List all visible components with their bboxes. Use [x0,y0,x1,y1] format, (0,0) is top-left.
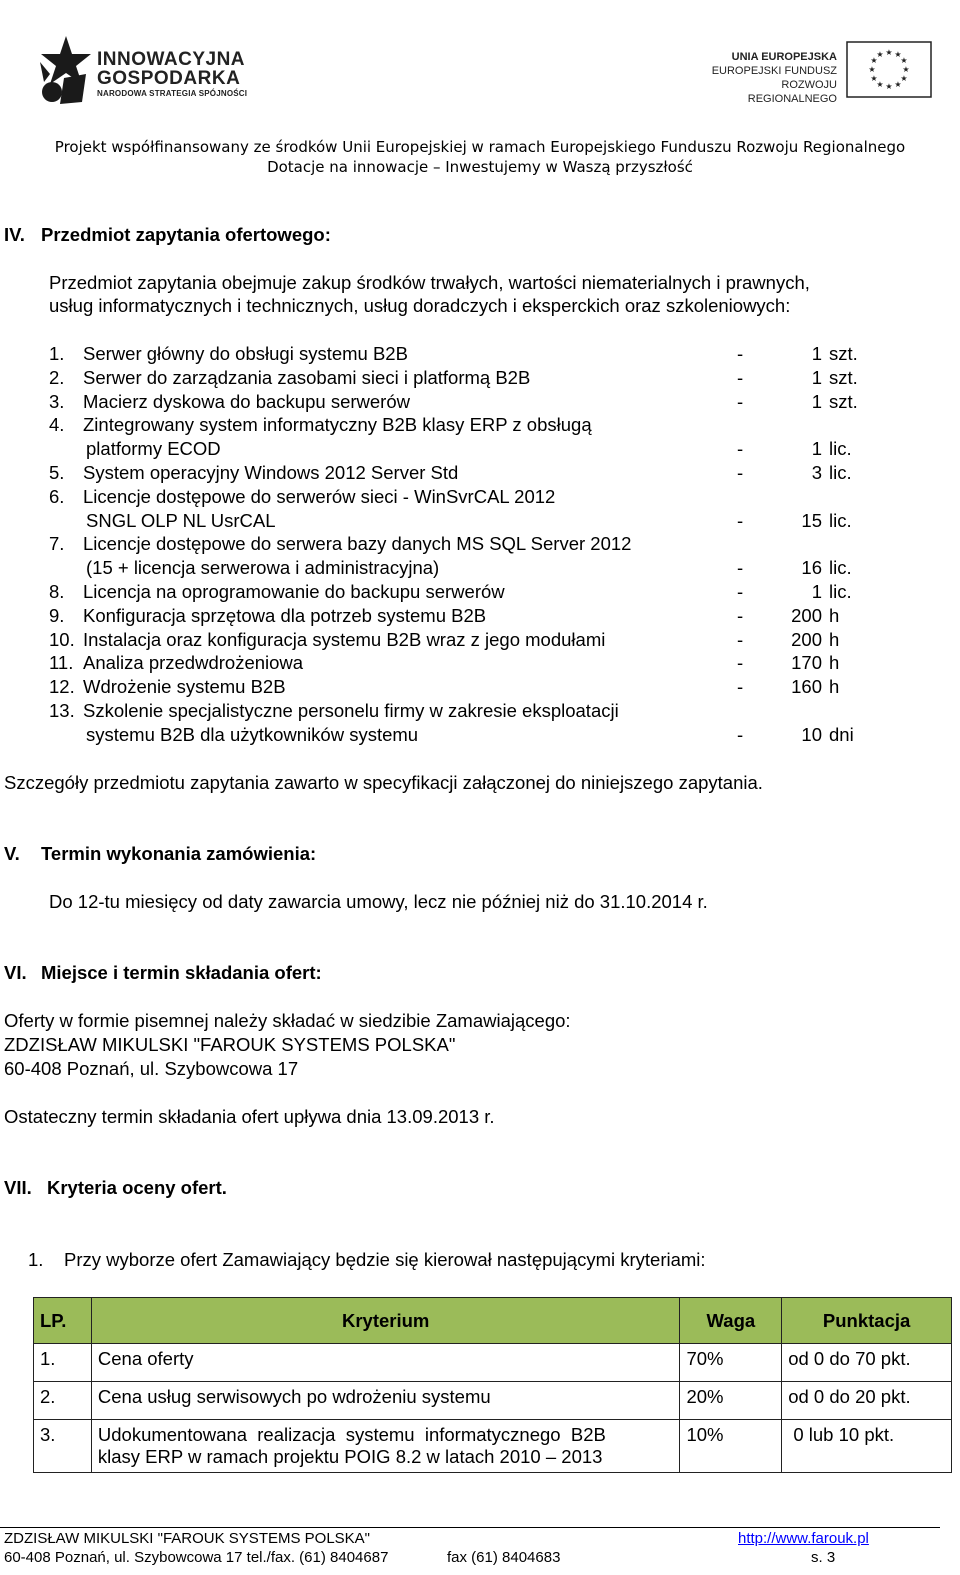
row-criterion [91,1382,680,1420]
item-number: 12. [49,676,75,698]
section4-intro-line1: Przedmiot zapytania obejmuje zakup środków trwałych, wartości niematerialnych i prawnych, [49,272,810,293]
section6-deadline: Ostateczny termin składania ofert upływa dnia 13.09.2013 r. [4,1106,495,1127]
row-weight-text: 70% [686,1348,724,1369]
item-description: Macierz dyskowa do backupu serwerów [83,390,410,412]
section7-point-text: Przy wyborze ofert Zamawiający będzie się kierował następującymi kryteriami: [64,1249,706,1270]
item-description: System operacyjny Windows 2012 Server Std [83,462,459,483]
footer-fax: fax (61) 8404683 [447,1549,561,1566]
item-number: 10. [49,628,75,650]
item-number: 9. [49,604,65,626]
logo-left-subtitle: NARODOWA STRATEGIA SPÓJNOŚCI [97,89,248,98]
item-dash: - [737,604,744,626]
row-lp-text: 1. [40,1348,56,1369]
item-quantity: 16 [801,557,822,579]
criteria-table-header [34,1298,952,1344]
row-criterion-cont: klasy ERP w ramach projektu POIG 8.2 w latach 2010 – 2013 [97,1446,603,1467]
row-lp [34,1382,92,1420]
svg-text:★: ★ [868,65,876,74]
row-weight [680,1344,782,1382]
item-number: 5. [49,462,65,483]
svg-text:★: ★ [876,50,884,59]
row-points [782,1382,952,1420]
item-quantity: 1 [811,438,822,460]
item-quantity: 160 [791,676,822,698]
eu-flag-icon [846,41,932,98]
footer-website-link[interactable]: http://www.farouk.pl [738,1530,869,1547]
section7-title: Kryteria oceny ofert. [47,1177,227,1198]
item-quantity: 10 [801,723,822,745]
header-waga: Waga [680,1298,782,1344]
section6-number: VI. [4,962,27,983]
item-number: 1. [49,343,65,364]
svg-text:★: ★ [894,80,902,89]
row-lp [34,1344,92,1382]
item-quantity: 1 [811,366,822,388]
row-weight-text: 20% [686,1386,724,1407]
section4-intro-line2: usług informatycznych i technicznych, usług doradczych i eksperckich oraz szkoleniowych: [49,295,791,316]
row-criterion-text: Cena usług serwisowych po wdrożeniu systemu [97,1386,491,1407]
item-description: Analiza przedwdrożeniowa [83,652,304,674]
item-description: Zintegrowany system informatyczny B2B klasy ERP z obsługą [83,414,592,436]
item-number: 8. [49,581,65,602]
item-quantity: 200 [791,604,822,626]
item-number: 13. [49,700,75,721]
row-points-text: od 0 do 70 pkt. [788,1348,911,1369]
svg-text:★: ★ [900,74,908,83]
row-criterion [91,1344,680,1382]
item-description: Szkolenie specjalistyczne personelu firmy w zakresie eksploatacji [83,700,619,721]
item-dash: - [737,628,744,650]
row-points-text: 0 lub 10 pkt. [788,1424,895,1445]
item-quantity: 200 [791,628,822,650]
svg-text:★: ★ [885,48,893,57]
section7-point-number: 1. [28,1249,44,1270]
item-dash: - [737,723,744,745]
item-description-cont: SNGL OLP NL UsrCAL [86,509,276,531]
logo-left-title [97,50,245,88]
item-unit: szt. [829,390,858,412]
item-description: Licencja na oprogramowanie do backupu serwerów [83,581,505,602]
row-criterion [91,1420,680,1473]
item-description: Licencje dostępowe do serwera bazy danych MS SQL Server 2012 [83,533,632,555]
row-lp [34,1420,92,1473]
item-unit: szt. [829,343,858,364]
section5-title: Termin wykonania zamówienia: [41,843,317,864]
item-number: 4. [49,414,65,436]
item-unit: lic. [829,581,852,602]
item-description: Wdrożenie systemu B2B [83,676,286,698]
row-criterion-text: Cena oferty [97,1348,194,1369]
item-unit: h [829,604,840,626]
svg-text:★: ★ [894,50,902,59]
svg-text:★: ★ [885,82,893,91]
item-unit: lic. [829,557,852,579]
item-number: 7. [49,533,65,555]
item-description: Konfiguracja sprzętowa dla potrzeb systemu B2B [83,604,487,626]
item-quantity: 1 [811,581,822,602]
eu-logo-text [690,50,837,106]
svg-text:★: ★ [900,56,908,65]
header-project-line: Projekt współfinansowany ze środków Unii Europejskiej w ramach Europejskiego Funduszu Rozwoju Regionalnego [54,138,906,156]
row-points [782,1344,952,1382]
svg-text:★: ★ [870,74,878,83]
row-points-text: od 0 do 20 pkt. [788,1386,911,1407]
row-weight-text: 10% [686,1424,724,1445]
section4-details: Szczegóły przedmiotu zapytania zawarto w specyfikacji załączonej do niniejszego zapytania. [4,772,763,793]
item-dash: - [737,509,744,531]
row-points [782,1420,952,1473]
item-dash: - [737,652,744,674]
item-dash: - [737,438,744,460]
section6-company: ZDZISŁAW MIKULSKI "FAROUK SYSTEMS POLSKA" [4,1034,456,1055]
item-dash: - [737,343,744,364]
svg-text:★: ★ [876,80,884,89]
item-quantity: 170 [791,652,822,674]
header-lp: LP. [34,1298,92,1344]
row-weight [680,1382,782,1420]
item-quantity: 15 [801,509,822,531]
item-unit: h [829,628,840,650]
row-criterion-text: Udokumentowana realizacja systemu informatycznego B2B [97,1424,606,1445]
section6-line1: Oferty w formie pisemnej należy składać w siedzibie Zamawiającego: [4,1010,571,1031]
criteria-table [33,1297,952,1473]
item-quantity: 1 [811,343,822,364]
logo-left-line2: GOSPODARKA [97,68,241,89]
header-punktacja: Punktacja [782,1298,952,1344]
item-unit: lic. [829,509,852,531]
eu-line2: EUROPEJSKI FUNDUSZ [711,65,837,77]
item-number: 2. [49,366,65,388]
row-lp-text: 3. [40,1424,56,1445]
item-unit: szt. [829,366,858,388]
item-dash: - [737,390,744,412]
item-unit: dni [829,723,854,745]
criteria-row [34,1344,952,1382]
footer-company: ZDZISŁAW MIKULSKI "FAROUK SYSTEMS POLSKA" [4,1530,371,1547]
item-dash: - [737,581,744,602]
item-dash: - [737,462,744,483]
section5-number: V. [4,843,20,864]
eu-line3: ROZWOJU REGIONALNEGO [747,79,837,105]
item-dash: - [737,366,744,388]
item-description: Instalacja oraz konfiguracja systemu B2B wraz z jego modułami [83,628,606,650]
criteria-row [34,1382,952,1420]
innowacyjna-gospodarka-logo [36,34,96,106]
row-lp-text: 2. [40,1386,56,1407]
item-description-cont: platformy ECOD [86,438,221,460]
logo-left-line1: INNOWACYJNA [97,49,246,70]
eu-line1: UNIA EUROPEJSKA [731,51,837,63]
row-weight [680,1420,782,1473]
item-quantity: 1 [811,390,822,412]
item-unit: lic. [829,462,852,483]
item-number: 3. [49,390,65,412]
footer-page-number: s. 3 [811,1549,836,1566]
section6-address: 60-408 Poznań, ul. Szybowcowa 17 [4,1058,299,1079]
section7-number: VII. [4,1177,32,1198]
item-unit: h [829,676,840,698]
item-description-cont: (15 + licencja serwerowa i administracyjna) [86,557,440,579]
footer-address: 60-408 Poznań, ul. Szybowcowa 17 tel./fax. (61) 8404687 [4,1549,389,1566]
header-slogan-line: Dotacje na innowacje – Inwestujemy w Waszą przyszłość [267,158,693,176]
item-number: 6. [49,485,65,507]
item-unit: h [829,652,840,674]
item-description: Licencje dostępowe do serwerów sieci - WinSvrCAL 2012 [83,485,556,507]
section4-title: Przedmiot zapytania ofertowego: [41,224,331,245]
header-kryterium: Kryterium [91,1298,680,1344]
item-description-cont: systemu B2B dla użytkowników systemu [86,723,419,745]
section5-text: Do 12-tu miesięcy od daty zawarcia umowy, lecz nie później niż do 31.10.2014 r. [49,891,708,912]
svg-text:★: ★ [902,65,910,74]
item-dash: - [737,676,744,698]
item-quantity: 3 [811,462,822,483]
footer-divider [0,1527,940,1528]
item-description: Serwer do zarządzania zasobami sieci i platformą B2B [83,366,531,388]
item-dash: - [737,557,744,579]
section4-number: IV. [4,224,25,245]
criteria-row [34,1420,952,1473]
item-number: 11. [49,652,74,674]
svg-text:★: ★ [870,56,878,65]
item-unit: lic. [829,438,852,460]
section6-title: Miejsce i termin składania ofert: [41,962,322,983]
item-description: Serwer główny do obsługi systemu B2B [83,343,408,364]
